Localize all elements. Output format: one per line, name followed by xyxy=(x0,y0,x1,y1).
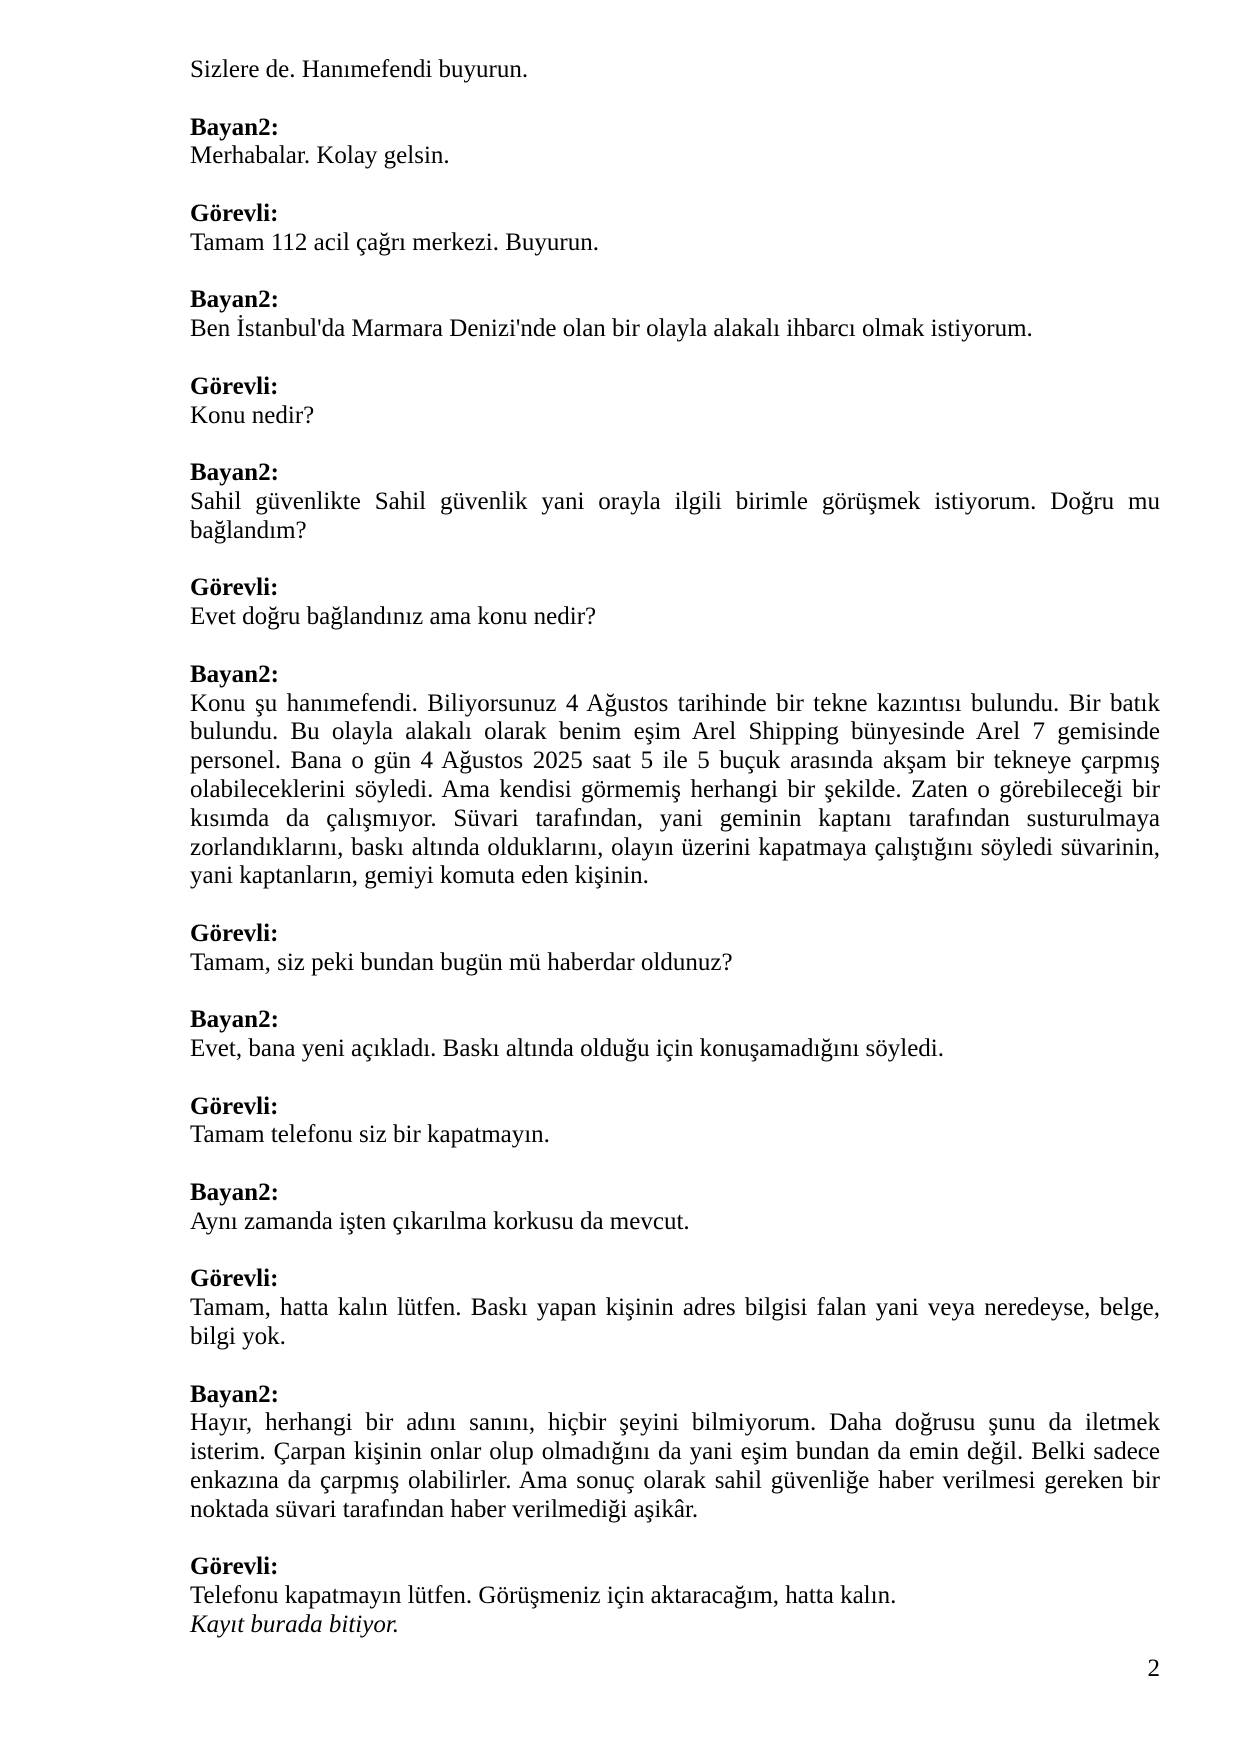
utterance-text: Tamam, hatta kalın lütfen. Baskı yapan kişinin adres bilgisi falan yani veya neredeyse, belge, bilgi yok. xyxy=(190,1294,1160,1351)
speaker-label: Bayan2: xyxy=(190,660,279,688)
utterance-text: Evet, bana yeni açıkladı. Baskı altında olduğu için konuşamadığını söyledi. xyxy=(190,1035,945,1063)
utterance-text: Tamam, siz peki bundan bugün mü haberdar oldunuz? xyxy=(190,948,733,976)
utterance-text: Hayır, herhangi bir adını sanını, hiçbir şeyini bilmiyorum. Daha doğrusu şunu da iletmek isterim. Çarpan kişinin onlar olup olmadığını da yani eşim bundan da emin değil. Belki sadece enkazına da çarpmış olabilirler. Ama sonuç olarak sahil güvenliğe haber verilmesi gereken bir noktada süvari tarafından haber verilmediği aşikâr. xyxy=(190,1409,1160,1523)
utterance-text: Tamam telefonu siz bir kapatmayın. xyxy=(190,1121,550,1149)
utterance-text: Sahil güvenlikte Sahil güvenlik yani orayla ilgili birimle görüşmek istiyorum. Doğru mu bağlandım? xyxy=(190,487,1160,544)
utterance-text: Konu nedir? xyxy=(190,401,315,429)
utterance-text: Tamam 112 acil çağrı merkezi. Buyurun. xyxy=(190,228,599,256)
speaker-label: Görevli: xyxy=(190,1092,279,1120)
speaker-label: Görevli: xyxy=(190,199,279,227)
utterance-text: Telefonu kapatmayın lütfen. Görüşmeniz için aktaracağım, hatta kalın. xyxy=(190,1582,897,1610)
speaker-label: Bayan2: xyxy=(190,1380,279,1408)
closing-note: Kayıt burada bitiyor. xyxy=(190,1611,400,1639)
speaker-label: Görevli: xyxy=(190,372,279,400)
utterance-text: Konu şu hanımefendi. Biliyorsunuz 4 Ağustos tarihinde bir tekne kazıntısı bulundu. Bir batık bulundu. Bu olayla alakalı olarak benim eşim Arel Shipping bünyesinde Arel 7 gemisinde personel. Bana o gün 4 Ağustos 2025 saat 5 ile 5 buçuk arasında akşam bir tekneye çarpmış olabileceklerini söyledi. Ama kendisi görmemiş herhangi bir şekilde. Zaten o görebileceği bir kısımda da çalışmıyor. Süvari tarafından, yani geminin kaptanı tarafından susturulmaya zorlandıklarını, baskı altında olduklarını, olayın üzerini kapatmaya çalıştığını söyledi süvarinin, yani kaptanların, gemiyi komuta eden kişinin. xyxy=(190,689,1160,890)
speaker-label: Bayan2: xyxy=(190,1179,279,1207)
utterance-text: Aynı zamanda işten çıkarılma korkusu da mevcut. xyxy=(190,1207,690,1235)
speaker-label: Görevli: xyxy=(190,574,279,602)
speaker-label: Bayan2: xyxy=(190,1006,279,1034)
speaker-label: Bayan2: xyxy=(190,459,279,487)
utterance-text: Merhabalar. Kolay gelsin. xyxy=(190,142,450,170)
utterance-text: Sizlere de. Hanımefendi buyurun. xyxy=(190,56,529,83)
speaker-label: Görevli: xyxy=(190,1265,279,1293)
speaker-label: Bayan2: xyxy=(190,286,279,314)
speaker-label: Bayan2: xyxy=(190,113,279,141)
speaker-label: Görevli: xyxy=(190,919,279,947)
page-number: 2 xyxy=(1147,1655,1160,1682)
utterance-text: Ben İstanbul'da Marmara Denizi'nde olan bir olayla alakalı ihbarcı olmak istiyorum. xyxy=(190,315,1033,343)
utterance-text: Evet doğru bağlandınız ama konu nedir? xyxy=(190,603,597,631)
transcript-dialogue xyxy=(190,56,1160,1640)
speaker-label: Görevli: xyxy=(190,1553,279,1581)
